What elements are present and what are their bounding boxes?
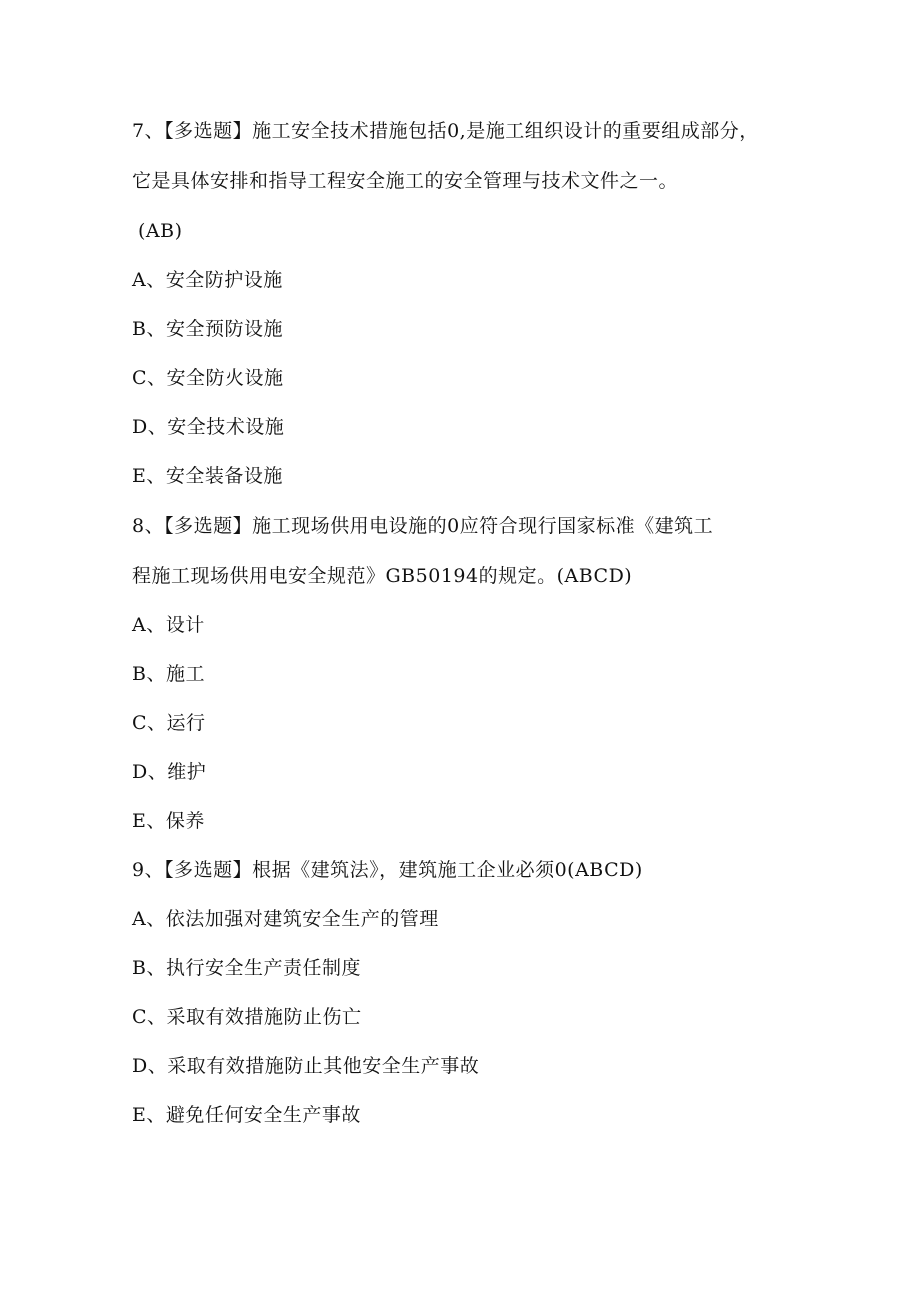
question-9-option-b: B、执行安全生产责任制度 [132, 957, 361, 979]
question-8-option-a: A、设计 [132, 614, 205, 636]
question-8-option-c: C、运行 [132, 712, 206, 734]
question-9-option-d: D、采取有效措施防止其他安全生产事故 [132, 1055, 480, 1077]
question-7-option-d: D、安全技术设施 [132, 416, 285, 438]
question-9-stem-line-1: 9、【多选题】根据《建筑法》，建筑施工企业必须0(ABCD) [132, 859, 643, 881]
question-8-option-b: B、施工 [132, 663, 205, 685]
question-8-option-d: D、维护 [132, 761, 207, 783]
question-9-option-c: C、采取有效措施防止伤亡 [132, 1006, 362, 1028]
question-7-answer: (AB) [138, 220, 183, 242]
question-7-stem-line-1: 7、【多选题】施工安全技术措施包括0,是施工组织设计的重要组成部分， [132, 120, 759, 142]
question-9-option-a: A、依法加强对建筑安全生产的管理 [132, 908, 439, 930]
question-8-stem-line-1: 8、【多选题】施工现场供用电设施的0应符合现行国家标准《建筑工 [132, 515, 714, 537]
question-7-option-b: B、安全预防设施 [132, 318, 283, 340]
question-7-stem-line-2: 它是具体安排和指导工程安全施工的安全管理与技术文件之一。 [132, 170, 679, 192]
question-8-option-e: E、保养 [132, 810, 205, 832]
question-9-option-e: E、避免任何安全生产事故 [132, 1104, 361, 1126]
question-7-option-a: A、安全防护设施 [132, 269, 283, 291]
question-8-stem-line-2: 程施工现场供用电安全规范》GB50194的规定。(ABCD) [132, 565, 633, 587]
question-7-option-e: E、安全装备设施 [132, 465, 283, 487]
question-7-option-c: C、安全防火设施 [132, 367, 284, 389]
